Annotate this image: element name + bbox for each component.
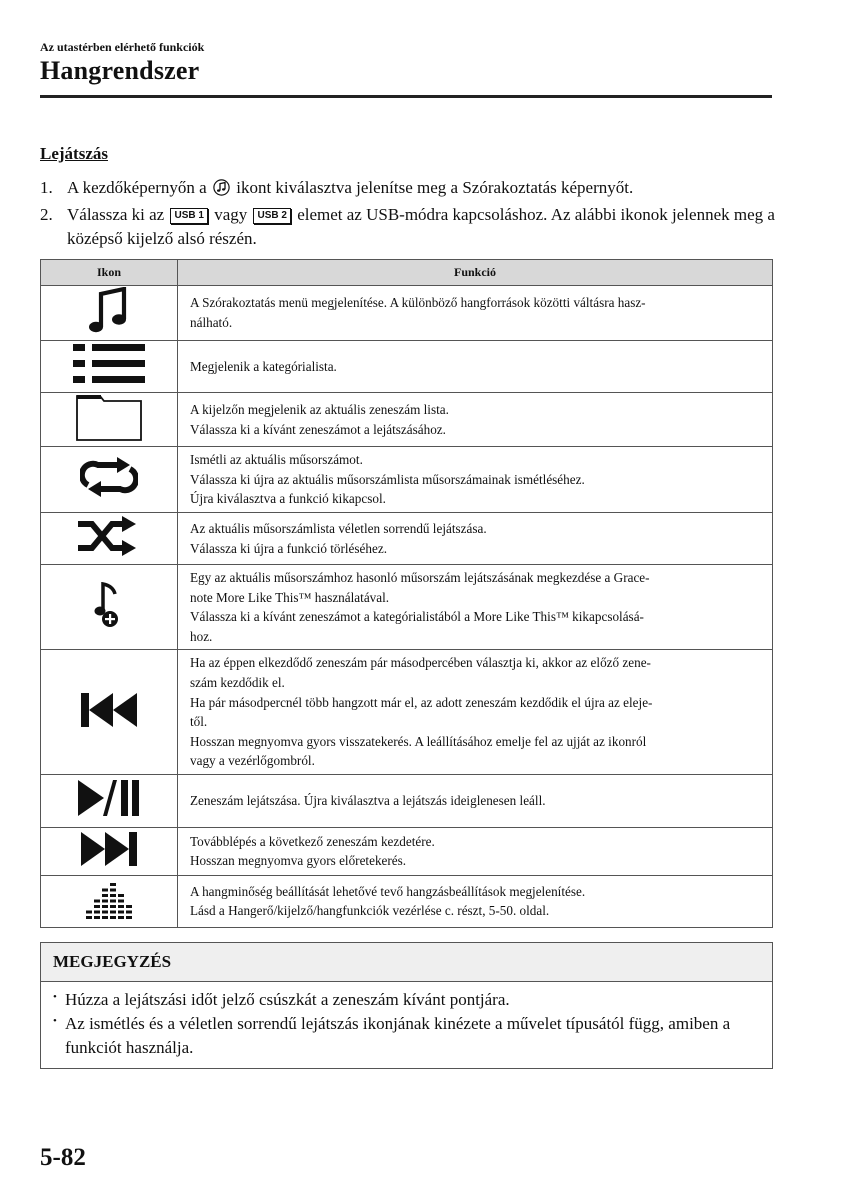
note-item bbox=[53, 988, 760, 1012]
list-icon bbox=[73, 342, 145, 386]
equalizer-bar-segment bbox=[102, 916, 108, 919]
page-title: Hangrendszer bbox=[40, 56, 200, 85]
description-line: A kijelzőn megjelenik az aktuális zeneszám lista. bbox=[190, 401, 449, 417]
column-header-icon: Ikon bbox=[41, 260, 178, 286]
equalizer-bar-segment bbox=[118, 910, 124, 913]
equalizer-icon bbox=[85, 879, 133, 919]
table-row bbox=[41, 827, 773, 875]
table-header-row bbox=[41, 260, 773, 286]
description-line: szám kezdődik el. bbox=[190, 674, 285, 690]
note-text: Húzza a lejátszási időt jelző csúszkát a zeneszám kívánt pontjára. bbox=[65, 990, 510, 1009]
function-description bbox=[178, 827, 773, 875]
table-row bbox=[41, 774, 773, 827]
icon-cell bbox=[41, 513, 178, 565]
column-header-function: Funkció bbox=[178, 260, 773, 286]
section-heading: Lejátszás bbox=[40, 144, 108, 163]
icon-cell bbox=[41, 650, 178, 775]
description-line: vagy a vezérlőgombról. bbox=[190, 753, 315, 769]
step-number: 1. bbox=[40, 178, 53, 197]
description-line: Hosszan megnyomva gyors előretekerés. bbox=[190, 853, 407, 869]
note-heading: MEGJEGYZÉS bbox=[41, 943, 772, 982]
folder-icon bbox=[76, 393, 142, 441]
shuffle-icon bbox=[78, 516, 140, 556]
function-description bbox=[178, 447, 773, 513]
function-description bbox=[178, 286, 773, 341]
description-line: Továbblépés a következő zeneszám kezdetére. bbox=[190, 833, 435, 849]
bullet: • bbox=[53, 1015, 57, 1027]
table-row bbox=[41, 286, 773, 341]
table-row bbox=[41, 513, 773, 565]
breadcrumb: Az utastérben elérhető funkciók bbox=[40, 40, 205, 54]
step-1 bbox=[40, 176, 780, 203]
step-text-part: vagy bbox=[214, 205, 248, 224]
description-line: Hosszan megnyomva gyors visszatekerés. A leállításához emelje fel az ujját az ikonról bbox=[190, 733, 647, 749]
more-like-this-icon bbox=[94, 582, 124, 628]
step-text bbox=[67, 203, 780, 251]
step-2 bbox=[40, 203, 780, 251]
description-line: hoz. bbox=[190, 628, 213, 644]
icon-function-table bbox=[40, 259, 773, 928]
description-line: A hangminőség beállítását lehetővé tevő hangzásbeállítások megjelenítése. bbox=[190, 883, 586, 899]
description-line: Válassza ki újra az aktuális műsorszámlista műsorszámainak ismétléséhez. bbox=[190, 471, 585, 487]
note-body bbox=[41, 982, 772, 1068]
table-row bbox=[41, 447, 773, 513]
icon-cell bbox=[41, 286, 178, 341]
equalizer-bar-segment bbox=[110, 916, 116, 919]
equalizer-bar-segment bbox=[86, 910, 92, 913]
icon-cell bbox=[41, 875, 178, 927]
step-text-part: Válassza ki az bbox=[67, 205, 165, 224]
note-box bbox=[40, 942, 773, 1069]
icon-cell bbox=[41, 341, 178, 393]
usb2-badge: USB 2 bbox=[253, 208, 290, 224]
play-pause-icon bbox=[78, 780, 140, 816]
function-description bbox=[178, 393, 773, 447]
icon-cell bbox=[41, 447, 178, 513]
function-description bbox=[178, 565, 773, 650]
icon-cell bbox=[41, 393, 178, 447]
step-text bbox=[67, 176, 780, 203]
description-line: Újra kiválasztva a funkció kikapcsol. bbox=[190, 491, 386, 507]
table-row bbox=[41, 565, 773, 650]
description-line: Ismétli az aktuális műsorszámot. bbox=[190, 452, 363, 468]
step-text-part: A kezdőképernyőn a bbox=[67, 178, 207, 197]
equalizer-bar-segment bbox=[110, 905, 116, 908]
step-text-part: elemet az USB-módra kapcsoláshoz. Az alábbi ikonok jelennek meg a középső kijelző alsó részén. bbox=[67, 205, 775, 248]
equalizer-bar-segment bbox=[94, 910, 100, 913]
equalizer-bar-segment bbox=[126, 916, 132, 919]
equalizer-bar-segment bbox=[110, 899, 116, 902]
note-text: Az ismétlés és a véletlen sorrendű lejátszás ikonjának kinézete a művelet típusától függ, amiben a funkciót használja. bbox=[65, 1014, 731, 1057]
equalizer-bar-segment bbox=[102, 899, 108, 902]
function-description bbox=[178, 513, 773, 565]
equalizer-bar-segment bbox=[110, 883, 116, 886]
equalizer-bar-segment bbox=[110, 888, 116, 891]
equalizer-bar-segment bbox=[110, 894, 116, 897]
equalizer-bar-segment bbox=[94, 899, 100, 902]
equalizer-bar-segment bbox=[118, 916, 124, 919]
icon-cell bbox=[41, 565, 178, 650]
description-line: A Szórakoztatás menü megjelenítése. A különböző hangforrások közötti váltásra hasz- bbox=[190, 295, 646, 311]
title-divider bbox=[40, 95, 772, 98]
usb1-badge: USB 1 bbox=[170, 208, 207, 224]
table-row bbox=[41, 650, 773, 775]
step-number: 2. bbox=[40, 205, 53, 224]
steps-list bbox=[40, 176, 780, 251]
function-description bbox=[178, 650, 773, 775]
description-line: Az aktuális műsorszámlista véletlen sorrendű lejátszása. bbox=[190, 520, 487, 536]
equalizer-bar-segment bbox=[110, 910, 116, 913]
description-line: Válassza ki a kívánt zeneszámot a kategórialistából a More Like This™ kikapcsolásá- bbox=[190, 609, 644, 625]
equalizer-bar-segment bbox=[94, 905, 100, 908]
equalizer-bar-segment bbox=[118, 899, 124, 902]
function-description bbox=[178, 341, 773, 393]
equalizer-bar-segment bbox=[102, 888, 108, 891]
equalizer-bar-segment bbox=[118, 894, 124, 897]
equalizer-bar-segment bbox=[126, 910, 132, 913]
equalizer-bar-segment bbox=[86, 916, 92, 919]
equalizer-bar-segment bbox=[118, 905, 124, 908]
description-line: Ha pár másodpercnél több hangzott már el, az adott zeneszám kezdődik el újra az eleje- bbox=[190, 694, 653, 710]
page-number: 5-82 bbox=[40, 1144, 86, 1171]
description-line: Lásd a Hangerő/kijelző/hangfunkciók vezérlése c. részt, 5-50. oldal. bbox=[190, 903, 550, 919]
equalizer-bar-segment bbox=[126, 905, 132, 908]
description-line: nálható. bbox=[190, 315, 233, 330]
icon-cell bbox=[41, 827, 178, 875]
description-line: től. bbox=[190, 714, 208, 730]
previous-track-icon bbox=[81, 693, 137, 727]
music-note-icon bbox=[87, 287, 131, 335]
music-note-icon bbox=[213, 179, 230, 203]
description-line: Válassza ki a kívánt zeneszámot a lejátszásához. bbox=[190, 421, 446, 437]
description-line: Zeneszám lejátszása. Újra kiválasztva a lejátszás ideiglenesen leáll. bbox=[190, 793, 546, 809]
function-description bbox=[178, 875, 773, 927]
table-row bbox=[41, 875, 773, 927]
equalizer-bar-segment bbox=[94, 916, 100, 919]
next-track-icon bbox=[81, 832, 137, 866]
bullet: • bbox=[53, 991, 57, 1003]
description-line: Egy az aktuális műsorszámhoz hasonló műsorszám lejátszásának megkezdése a Grace- bbox=[190, 570, 650, 585]
table-row bbox=[41, 393, 773, 447]
icon-cell bbox=[41, 774, 178, 827]
step-text-part: ikont kiválasztva jelenítse meg a Szórakoztatás képernyőt. bbox=[236, 178, 634, 197]
table-row bbox=[41, 341, 773, 393]
note-item bbox=[53, 1012, 760, 1060]
equalizer-bar-segment bbox=[102, 905, 108, 908]
description-line: note More Like This™ használatával. bbox=[190, 589, 390, 605]
equalizer-bar-segment bbox=[102, 894, 108, 897]
description-line: Ha az éppen elkezdődő zeneszám pár másodpercében választja ki, akkor az előző zene- bbox=[190, 655, 651, 671]
repeat-icon bbox=[80, 457, 138, 497]
description-line: Megjelenik a kategórialista. bbox=[190, 358, 337, 374]
equalizer-bar-segment bbox=[102, 910, 108, 913]
function-description bbox=[178, 774, 773, 827]
description-line: Válassza ki újra a funkció törléséhez. bbox=[190, 540, 387, 556]
